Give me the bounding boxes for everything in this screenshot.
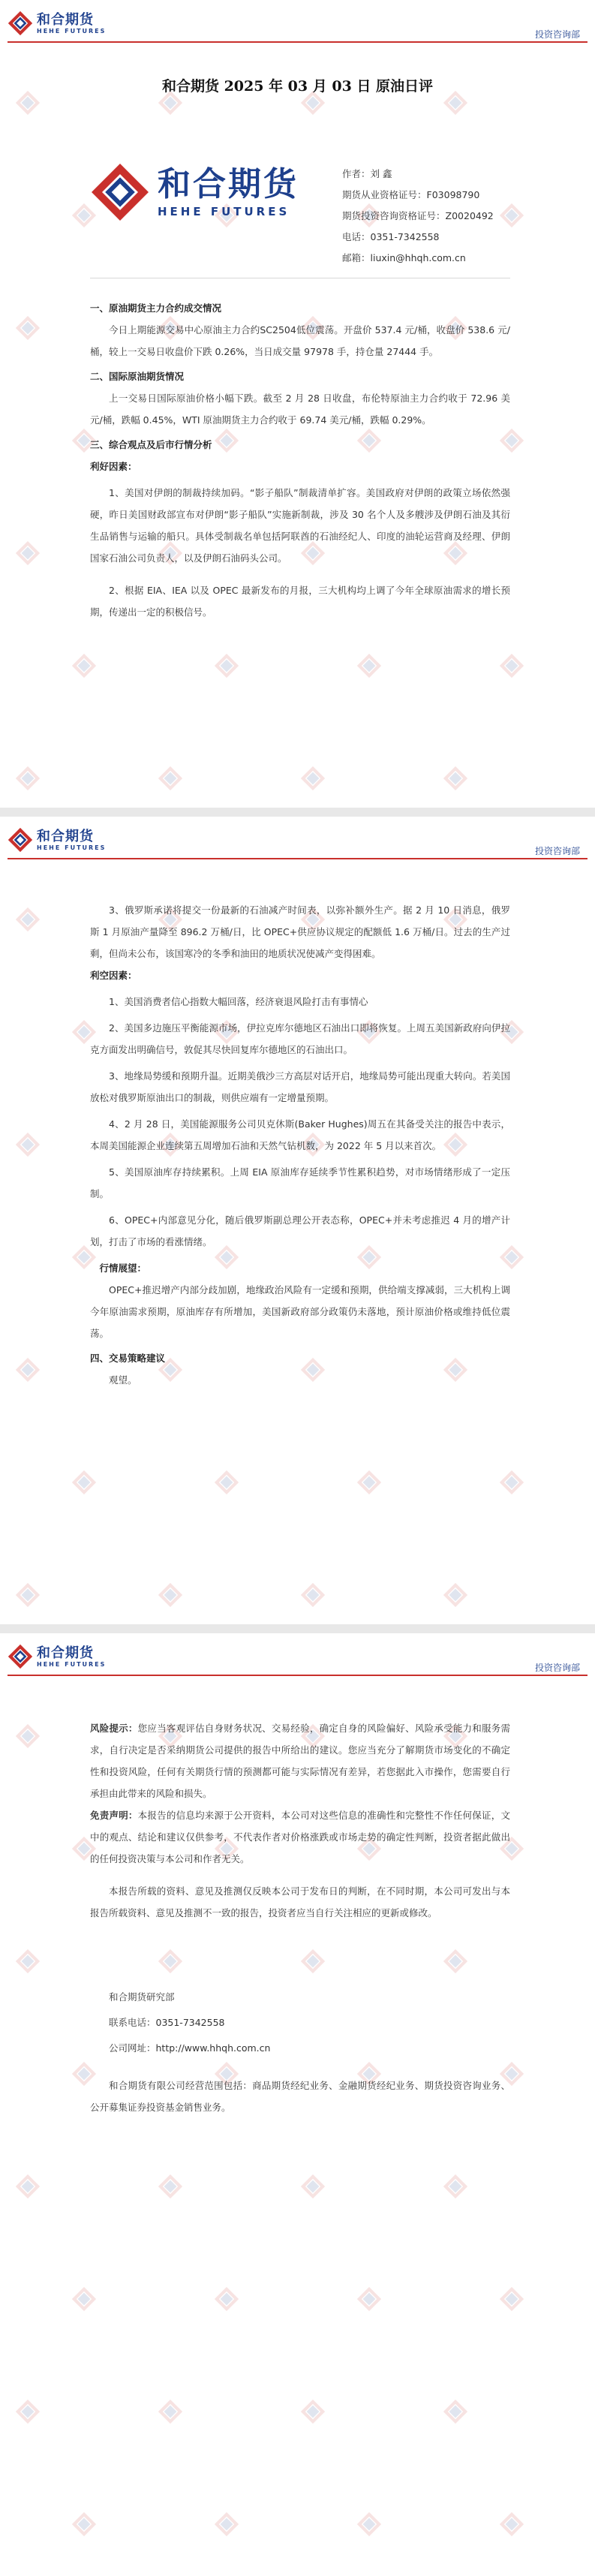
watermark-icon — [71, 1470, 97, 1495]
license-row — [342, 185, 494, 206]
watermark-icon — [499, 2286, 524, 2312]
bearish-point-6: 6、OPEC+内部意见分化，随后俄罗斯副总理公开表态称，OPEC+并未考虑推迟 4 月的增产计划，打击了市场的看涨情绪。 — [90, 1214, 510, 1247]
section-4-title: 四、交易策略建议 — [90, 1353, 166, 1364]
bullish-point-2: 2、根据 EIA、IEA 以及 OPEC 最新发布的月报，三大机构均上调了今年全球原油需求的增长预期，传递出一定的积极信号。 — [90, 585, 510, 618]
watermark-icon — [15, 1949, 41, 1974]
risk-label: 风险提示： — [90, 1723, 138, 1734]
license-value: F03098790 — [426, 189, 480, 200]
watermark-icon — [15, 907, 41, 932]
contact-website[interactable]: 公司网址：http://www.hhqh.com.cn — [109, 2042, 271, 2054]
outlook-title: 行情展望： — [99, 1262, 147, 1274]
page1-body — [90, 294, 510, 623]
page-header — [0, 0, 595, 44]
header-brand-en: HEHE FUTURES — [37, 1660, 107, 1668]
phone-value: 0351-7342558 — [370, 231, 440, 242]
phone-row — [342, 227, 494, 248]
watermark-icon — [158, 1949, 183, 1974]
watermark-icon — [214, 2511, 239, 2537]
watermark-icon — [214, 1470, 239, 1495]
bearish-point-1: 1、美国消费者信心指数大幅回落，经济衰退风险打击有事情心 — [109, 996, 368, 1007]
contact-block — [109, 1985, 270, 2061]
watermark-icon — [499, 653, 524, 679]
watermark-icon — [499, 1470, 524, 1495]
logo-brand-cn: 和合期货 — [158, 165, 299, 203]
risk-text: 您应当客观评估自身财务状况、交易经验，确定自身的风险偏好、风险承受能力和服务需求，自行决定是否采纳期货公司提供的报告中所给出的建议。您应当充分了解期货市场变化的不确定性和投资风险，任何有关期货行情的预测都可能与实际情况有差异，若您据此入市操作，您需要自行承担由此带来的风险和损失。 — [90, 1723, 510, 1799]
watermark-icon — [15, 540, 41, 566]
header-logo — [8, 11, 106, 36]
header-logo — [8, 827, 106, 853]
section-2-title: 二、国际原油期货情况 — [90, 371, 185, 382]
header-rule — [8, 41, 587, 43]
report-logo — [90, 162, 299, 222]
watermark-icon — [499, 2511, 524, 2537]
logo-brand-en: HEHE FUTURES — [158, 205, 290, 218]
watermark-icon — [443, 1949, 468, 1974]
header-brand-cn: 和合期货 — [37, 11, 94, 28]
page-header — [0, 817, 595, 860]
exemption-statement — [90, 1804, 510, 1870]
watermark-icon — [214, 653, 239, 679]
strategy-paragraph: 观望。 — [109, 1374, 137, 1386]
watermark-icon — [356, 2286, 382, 2312]
header-brand-cn: 和合期货 — [37, 828, 94, 844]
section-1-paragraph: 今日上期能源交易中心原油主力合约SC2504低位震荡。开盘价 537.4 元/桶，收盘价 538.6 元/桶，较上一交易日收盘价下跌 0.26%，当日成交量 97978 手，持仓量 27444 手。 — [90, 324, 510, 357]
bearish-point-4: 4、2 月 28 日，美国能源服务公司贝克休斯(Baker Hughes)周五在其备受关注的报告中表示，本周美国能源企业连续第五周增加石油和天然气钻机数，为 2022 年 5 月以来首次。 — [90, 1118, 510, 1151]
watermark-icon — [300, 1582, 326, 1608]
contact-company: 和合期货研究部 — [109, 1991, 175, 2003]
watermark-icon — [71, 653, 97, 679]
watermark-icon — [15, 766, 41, 791]
watermark-icon — [15, 315, 41, 341]
watermark-icon — [15, 1357, 41, 1383]
watermark-icon — [15, 2399, 41, 2424]
hehe-logo-icon — [8, 11, 33, 36]
business-scope: 和合期货有限公司经营范围包括：商品期货经纪业务、金融期货经纪业务、期货投资咨询业务、公开募集证券投资基金销售业务。 — [90, 2080, 510, 2113]
author-value: 刘 鑫 — [370, 168, 392, 179]
hehe-logo-large-icon — [90, 162, 150, 222]
watermark-icon — [443, 2399, 468, 2424]
header-logo — [8, 1644, 106, 1669]
author-label: 作者： — [342, 168, 371, 179]
hehe-logo-icon — [8, 827, 33, 853]
section-3-title: 三、综合观点及后市行情分析 — [90, 439, 212, 450]
risk-warning — [90, 1717, 510, 1804]
watermark-icon — [499, 203, 524, 228]
watermark-icon — [15, 2174, 41, 2199]
email-value[interactable]: liuxin@hhqh.com.cn — [370, 252, 466, 263]
license-label: 期货从业资格证号： — [342, 189, 427, 200]
disclaimer-paragraph-3: 本报告所载的资料、意见及推测仅反映本公司于发布日的判断，在不同时期，本公司可发出与本报告所载资料、意见及推测不一致的报告，投资者应当自行关注相应的更新或修改。 — [90, 1885, 510, 1918]
author-info — [342, 164, 494, 269]
watermark-icon — [158, 2174, 183, 2199]
exempt-label: 免责声明： — [90, 1810, 138, 1821]
outlook-paragraph: OPEC+推迟增产内部分歧加剧，地缘政治风险有一定缓和预期，供给端支撑减弱，三大机构上调今年原油需求预期，原油库存有所增加，美国新政府部分政策仍未落地，预计原油价格或维持低位震荡。 — [90, 1284, 510, 1339]
watermark-icon — [300, 2399, 326, 2424]
bearish-point-5: 5、美国原油库存持续累积。上周 EIA 原油库存延续季节性累积趋势，对市场情绪形成了一定压制。 — [90, 1166, 510, 1199]
bullish-title: 利好因素： — [90, 461, 137, 472]
scope-block — [90, 2075, 510, 2118]
hehe-logo-icon — [8, 1644, 33, 1669]
header-dept-label: 投资咨询部 — [534, 1663, 580, 1673]
page-2 — [0, 817, 595, 1624]
watermark-icon — [214, 2286, 239, 2312]
page-header — [0, 1633, 595, 1677]
watermark-icon — [158, 2399, 183, 2424]
watermark-icon — [71, 2286, 97, 2312]
email-row — [342, 248, 494, 269]
watermark-icon — [15, 1723, 41, 1749]
watermark-icon — [300, 766, 326, 791]
page-1 — [0, 0, 595, 808]
consult-value: Z0020492 — [445, 210, 494, 221]
page-3 — [0, 1633, 595, 2576]
bearish-point-3: 3、地缘局势缓和预期升温。近期美俄沙三方高层对话开启，地缘局势可能出现重大转向。若美国放松对俄罗斯原油出口的制裁，则供应端有一定增量预期。 — [90, 1070, 510, 1103]
watermark-icon — [356, 1470, 382, 1495]
header-brand-en: HEHE FUTURES — [37, 844, 107, 851]
watermark-icon — [300, 1949, 326, 1974]
header-dept-label: 投资咨询部 — [534, 846, 580, 856]
header-rule — [8, 1675, 587, 1676]
watermark-icon — [300, 2174, 326, 2199]
page2-body — [90, 899, 510, 1391]
consult-row — [342, 206, 494, 227]
watermark-icon — [15, 1132, 41, 1157]
phone-label: 电话： — [342, 231, 371, 242]
disclaimer-body — [90, 1717, 510, 1924]
exempt-text: 本报告的信息均来源于公开资料，本公司对这些信息的准确性和完整性不作任何保证，文中的观点、结论和建议仅供参考，不代表作者对价格涨跌或市场走势的确定性判断，投资者据此做出的任何投资决策与本公司和作者无关。 — [90, 1810, 510, 1864]
header-rule — [8, 858, 587, 859]
contact-phone: 联系电话：0351-7342558 — [109, 2017, 225, 2028]
header-brand-en: HEHE FUTURES — [37, 27, 107, 35]
watermark-icon — [158, 766, 183, 791]
section-2-paragraph: 上一交易日国际原油价格小幅下跌。截至 2 月 28 日收盘，布伦特原油主力合约收于 72.96 美元/桶，跌幅 0.45%，WTI 原油期货主力合约收于 69.74 美元/桶，跌幅 0.29%。 — [90, 393, 510, 426]
bearish-title: 利空因素： — [90, 970, 137, 981]
watermark-icon — [71, 2511, 97, 2537]
header-brand-cn: 和合期货 — [37, 1645, 94, 1661]
bullish-point-1: 1、美国对伊朗的制裁持续加码。“影子船队”制裁清单扩容。美国政府对伊朗的政策立场依然强硬，昨日美国财政部宣布对伊朗“影子船队”实施新制裁，涉及 30 名个人及多艘涉及伊朗石油及其衍生品销售与运输的船只。具体受制裁名单包括阿联酋的石油经纪人、印度的油轮运营商及经理、伊朗国家石油公司负责人，以及伊朗石油码头公司。 — [90, 487, 510, 564]
consult-label: 期货投资咨询资格证号： — [342, 210, 446, 221]
watermark-icon — [443, 766, 468, 791]
bearish-point-2: 2、美国多边施压平衡能源市场，伊拉克库尔德地区石油出口即将恢复。上周五美国新政府向伊拉克方面发出明确信号，敦促其尽快回复库尔德地区的石油出口。 — [90, 1022, 510, 1055]
watermark-icon — [15, 1582, 41, 1608]
watermark-icon — [158, 1582, 183, 1608]
bullish-point-3: 3、俄罗斯承诺将提交一份最新的石油减产时间表，以弥补额外生产。据 2 月 10 日消息，俄罗斯 1 月原油产量降至 896.2 万桶/日，比 OPEC+供应协议规定的配额低 1.6 万桶/日。过去的生产过剩，但尚未公布，该国寒冷的冬季和油田的地质状况使减产变得困难。 — [90, 904, 510, 959]
watermark-icon — [356, 2511, 382, 2537]
email-label: 邮箱： — [342, 252, 371, 263]
watermark-icon — [356, 653, 382, 679]
header-dept-label: 投资咨询部 — [534, 29, 580, 40]
report-title: 和合期货 2025 年 03 月 03 日 原油日评 — [161, 78, 434, 95]
watermark-icon — [443, 1582, 468, 1608]
watermark-icon — [443, 2174, 468, 2199]
section-1-title: 一、原油期货主力合约成交情况 — [90, 302, 222, 314]
author-row — [342, 164, 494, 185]
